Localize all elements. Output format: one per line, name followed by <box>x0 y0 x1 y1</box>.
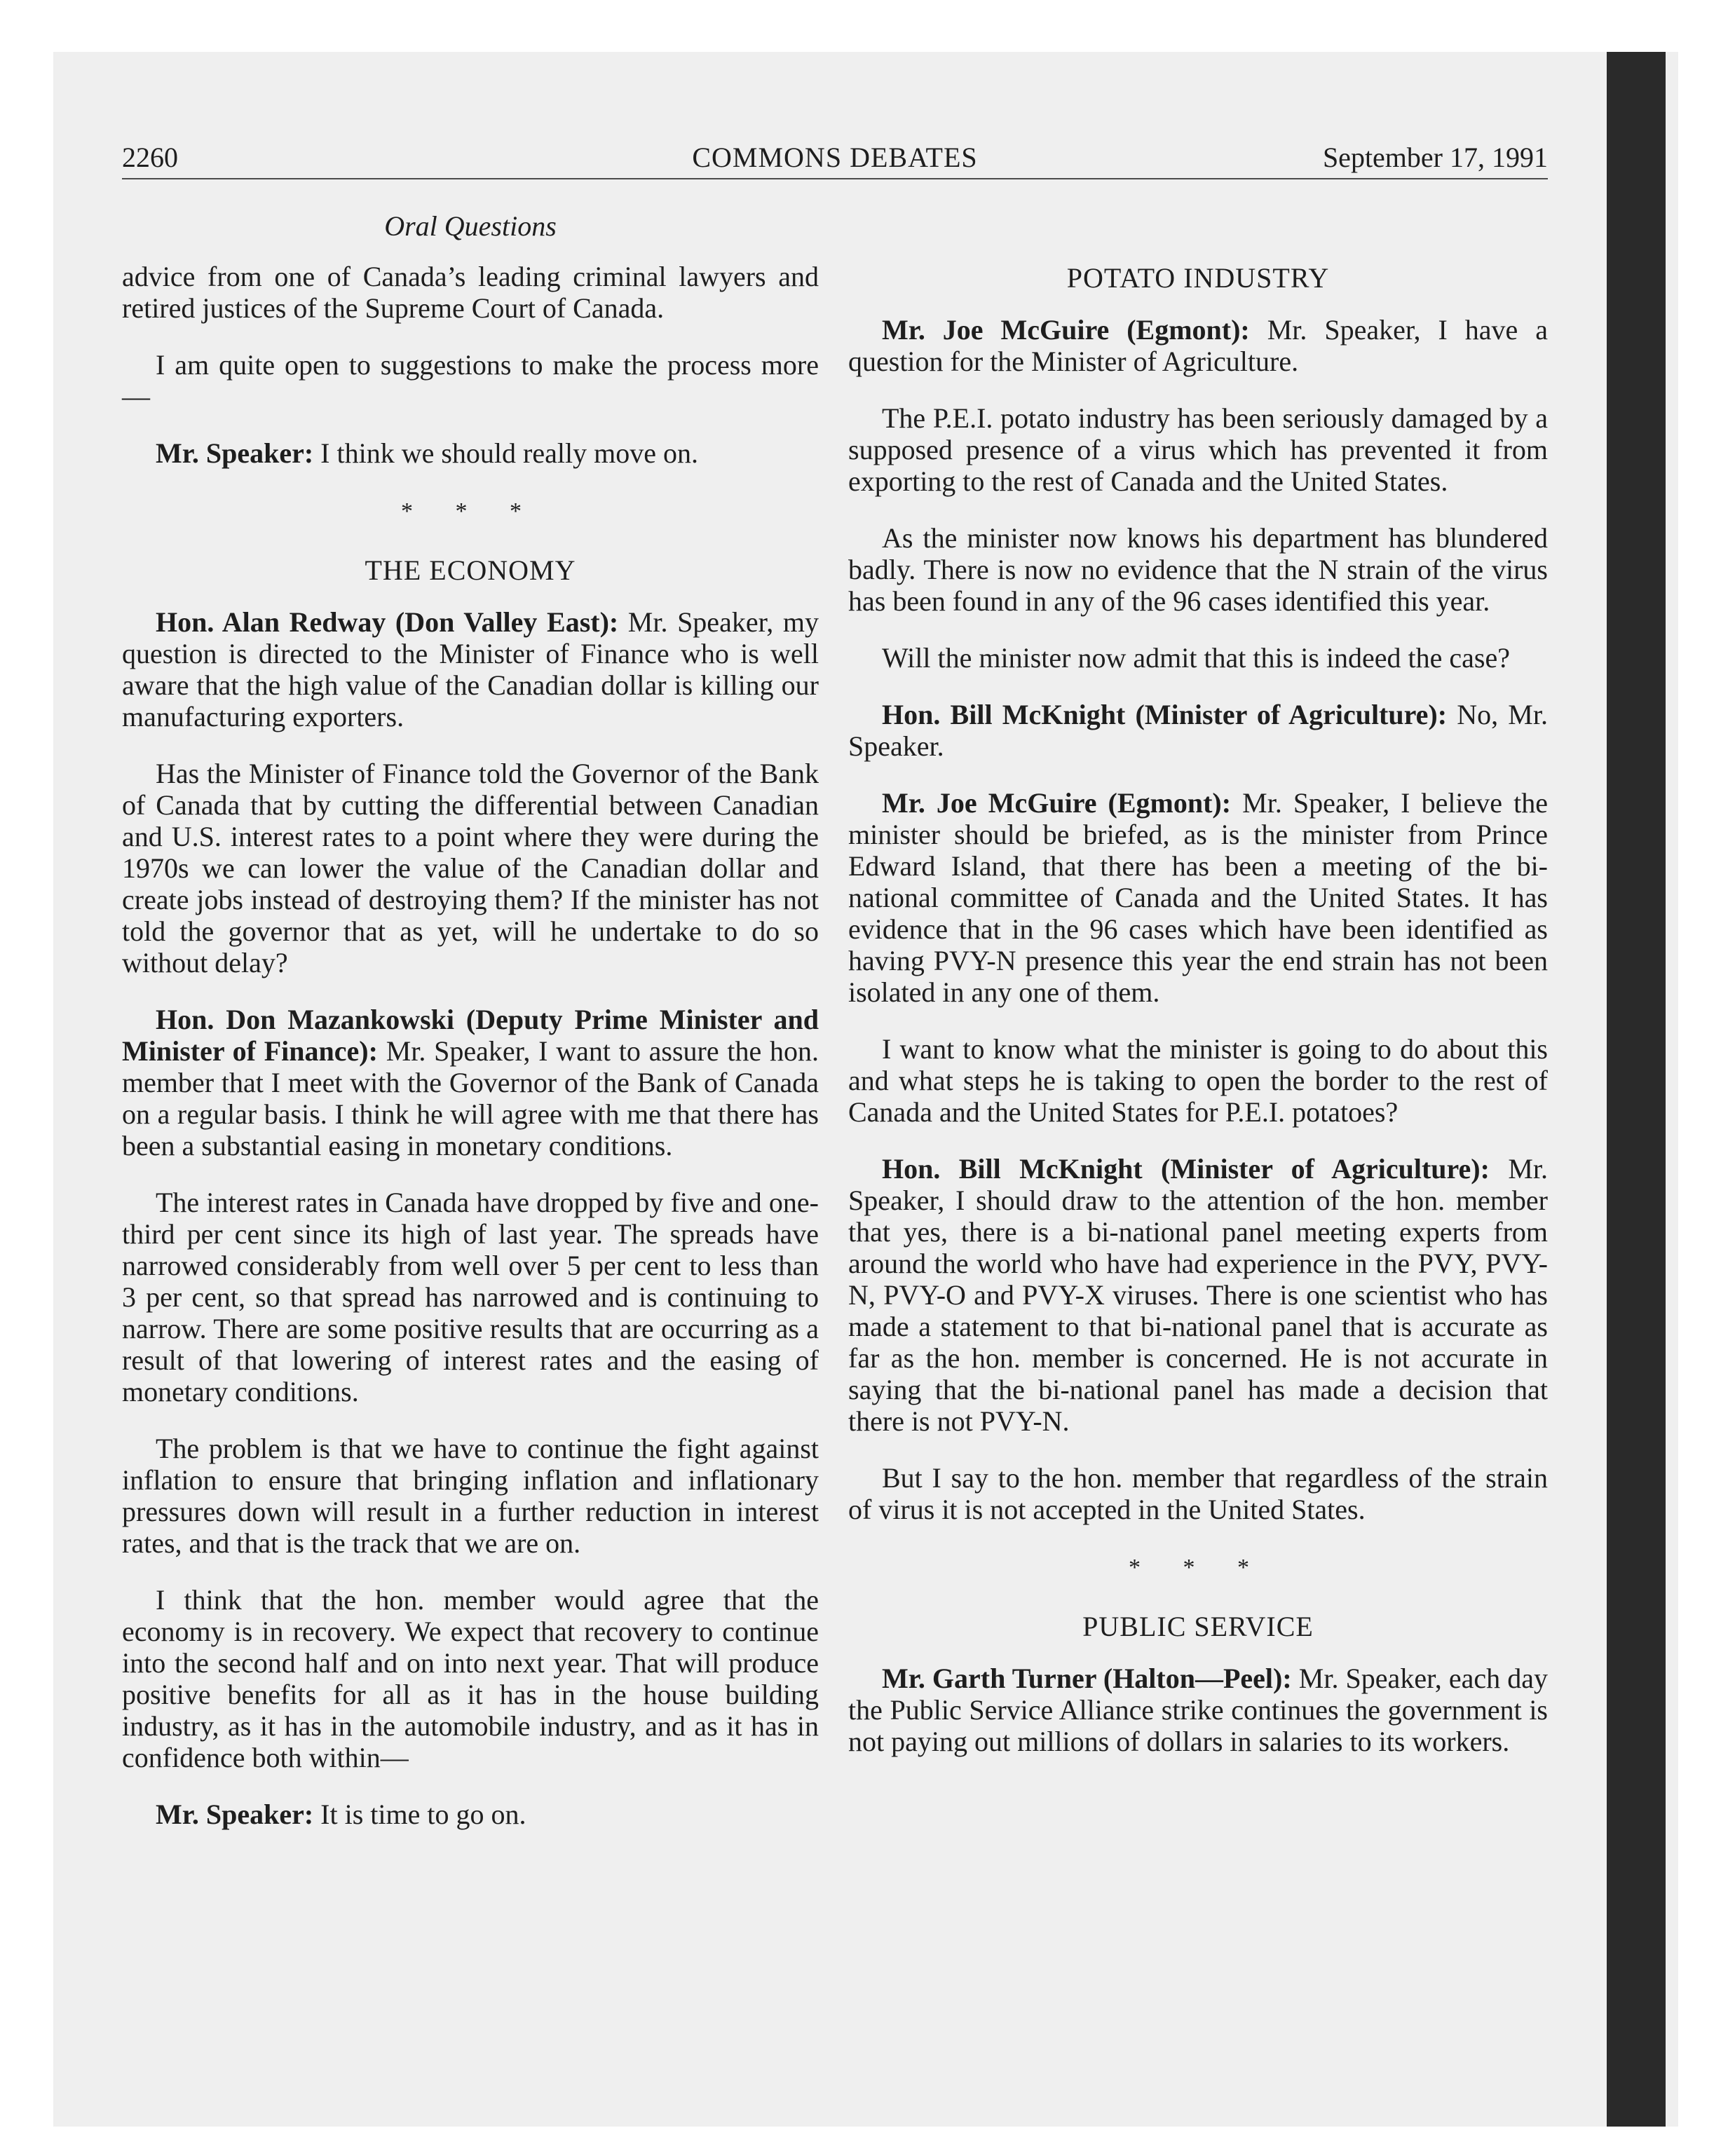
paragraph-text: Mr. Speaker, I want to assure the hon. member that I meet with the Governor of the Bank of Canada on a regular basis. I think he will agree with me that there has been a substantial easing in monetary conditions. <box>122 1035 819 1161</box>
paragraph-text: Mr. Speaker, I have a question for the Minister of Agriculture. <box>848 314 1548 377</box>
paragraph <box>122 606 819 732</box>
page-number: 2260 <box>122 142 178 173</box>
paragraph-text: The problem is that we have to continue the fight against inflation to ensure that bringing inflation and inflationary pressures down will result in a further reduction in interest rates, and that is the track that we are on. <box>122 1433 819 1559</box>
right-column <box>848 261 1548 1782</box>
speaker-name: Hon. Bill McKnight (Minister of Agriculture): <box>882 699 1448 730</box>
paragraph <box>122 349 819 412</box>
paragraph-text: The interest rates in Canada have dropped by five and one-third per cent since its high of last year. The spreads have narrowed considerably from well over 5 per cent to less than 3 per cent, so that spread has narrowed and is continuing to narrow. There are some positive results that are occurring as a result of that lowering of interest rates and the easing of monetary conditions. <box>122 1187 819 1407</box>
speaker-name: Mr. Joe McGuire (Egmont): <box>882 787 1232 819</box>
paragraph-text: The P.E.I. potato industry has been seriously damaged by a supposed presence of a virus which has prevented it from exporting to the rest of Canada and the United States. <box>848 402 1548 497</box>
paragraph-text: No, Mr. Speaker. <box>848 699 1548 762</box>
paragraph <box>122 261 819 324</box>
speaker-name: Mr. Joe McGuire (Egmont): <box>882 314 1250 346</box>
paragraph <box>848 1462 1548 1525</box>
paragraph-text: I think that the hon. member would agree that the economy is in recovery. We expect that recovery to continue into the second half and on into next year. That will produce positive benefits for all as it has in the house building industry, as it has in the automobile industry, and as it has in confidence both within— <box>122 1584 819 1773</box>
speaker-name: Hon. Don Mazankowski (Deputy Prime Minister and Minister of Finance): <box>122 1004 819 1067</box>
paragraph <box>122 1433 819 1559</box>
left-column <box>122 261 819 1855</box>
paragraph-text: Mr. Speaker, I should draw to the attention of the hon. member that yes, there is a bi-national panel meeting experts from around the world who have had experience in the PVY, PVY-N, PVY-O and PVY-X viruses. There is one scientist who has made a statement to that bi-national panel that is accurate as far as the hon. member is concerned. He is not accurate in saying that the bi-national panel has made a decision that there is not PVY-N. <box>848 1153 1548 1437</box>
paragraph-text: advice from one of Canada’s leading criminal lawyers and retired justices of the Supreme Court of Canada. <box>122 261 819 324</box>
paragraph-text: Will the minister now admit that this is indeed the case? <box>882 642 1510 674</box>
speaker-name: Mr. Speaker: <box>156 1799 314 1830</box>
paragraph-text: It is time to go on. <box>313 1799 526 1830</box>
paragraph-text: I think we should really move on. <box>313 437 698 469</box>
paragraph-text: But I say to the hon. member that regardless of the strain of virus it is not accepted in the United States. <box>848 1462 1548 1525</box>
speaker-name: Mr. Garth Turner (Halton—Peel): <box>882 1663 1292 1694</box>
speaker-name: Hon. Bill McKnight (Minister of Agriculture): <box>882 1153 1490 1185</box>
section-separator: * * * <box>401 498 540 524</box>
section-label: Oral Questions <box>384 210 557 242</box>
paragraph-text: Mr. Speaker, I believe the minister should be briefed, as is the minister from Prince Edward Island, that there has been a meeting of the bi-national committee of Canada and the United States. It has evidence that in the 96 cases which have been identified as having PVY-N presence this year the end strain has not been isolated in any one of them. <box>848 787 1548 1008</box>
issue-date: September 17, 1991 <box>1322 142 1548 173</box>
paragraph <box>848 787 1548 1008</box>
paragraph <box>848 314 1548 377</box>
paragraph <box>122 437 819 469</box>
paragraph-text: Mr. Speaker, my question is directed to the Minister of Finance who is well aware that the high value of the Canadian dollar is killing our manufacturing exporters. <box>122 606 819 732</box>
scan-edge-shadow <box>1607 52 1666 2127</box>
paragraph <box>848 699 1548 762</box>
paragraph <box>848 522 1548 617</box>
section-heading: THE ECONOMY <box>365 554 576 586</box>
paragraph <box>122 1799 819 1830</box>
speaker-name: Mr. Speaker: <box>156 437 314 469</box>
paragraph <box>848 1033 1548 1128</box>
paragraph-text: I want to know what the minister is going to do about this and what steps he is taking to open the border to the rest of Canada and the United States for P.E.I. potatoes? <box>848 1033 1548 1128</box>
paragraph <box>848 402 1548 497</box>
section-heading: POTATO INDUSTRY <box>1066 262 1330 294</box>
paragraph <box>122 1004 819 1161</box>
paragraph-text: Mr. Speaker, each day the Public Service Alliance strike continues the government is not paying out millions of dollars in salaries to its workers. <box>848 1663 1548 1757</box>
journal-title: COMMONS DEBATES <box>692 142 978 173</box>
paragraph <box>848 1153 1548 1437</box>
paragraph-text: Has the Minister of Finance told the Governor of the Bank of Canada that by cutting the differential between Canadian and U.S. interest rates to a point where they were during the 1970s we can lower the value of the Canadian dollar and create jobs instead of destroying them? If the minister has not told the governor that as yet, will he undertake to do so without delay? <box>122 758 819 978</box>
paragraph-text: I am quite open to suggestions to make the process more— <box>122 349 819 412</box>
speaker-name: Hon. Alan Redway (Don Valley East): <box>156 606 619 638</box>
paragraph <box>122 1187 819 1407</box>
paragraph <box>848 1663 1548 1757</box>
section-heading: PUBLIC SERVICE <box>1082 1611 1314 1642</box>
running-header <box>122 137 1548 179</box>
paragraph <box>122 758 819 978</box>
paragraph-text: As the minister now knows his department has blundered badly. There is now no evidence that the N strain of the virus has been found in any of the 96 cases identified this year. <box>848 522 1548 617</box>
paragraph <box>122 1584 819 1773</box>
paragraph <box>848 642 1548 674</box>
section-separator: * * * <box>1129 1555 1267 1581</box>
